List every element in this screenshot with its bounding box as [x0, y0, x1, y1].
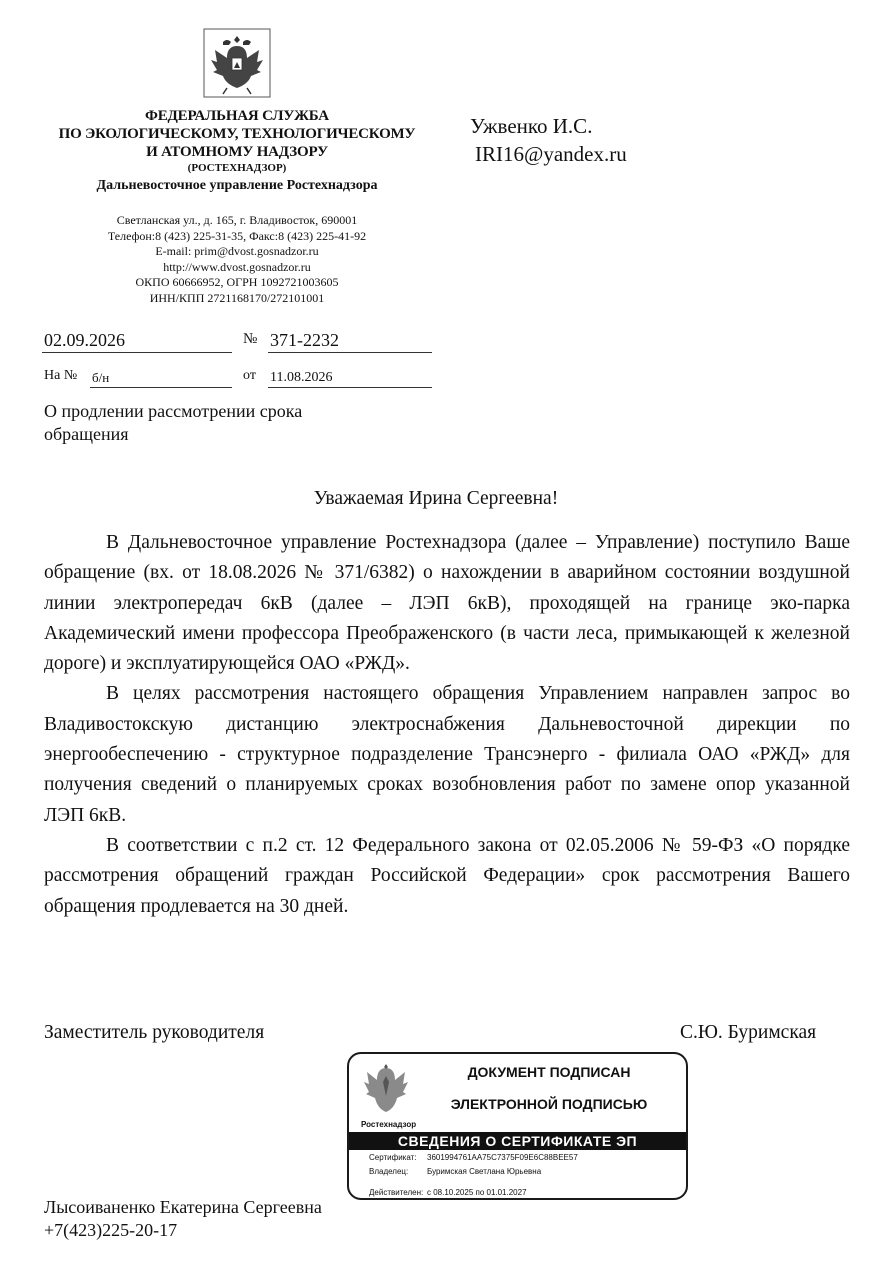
org-line-1: ФЕДЕРАЛЬНАЯ СЛУЖБА [145, 108, 329, 124]
owner-label: Владелец: [369, 1167, 409, 1176]
contact-address: Светланская ул., д. 165, г. Владивосток, 690001 [116, 213, 358, 227]
owner-value: Буримская Светлана Юрьевна [427, 1167, 542, 1176]
outgoing-number-field [268, 329, 432, 353]
executor-phone: +7(423)225-20-17 [44, 1220, 178, 1240]
ref-date-label: от [243, 368, 256, 383]
stamp-validity-row [369, 1188, 527, 1197]
outgoing-date-field [42, 329, 232, 353]
recipient-block [470, 112, 627, 168]
salutation: Уважаемая Ирина Сергеевна! [313, 488, 559, 509]
contact-okpo: ОКПО 60666952, ОГРН 1092721003605 [135, 275, 339, 290]
body-paragraph-1: В Дальневосточное управление Ростехнадзора (далее – Управление) поступило Ваше обращение (вх. от 18.08.2026 № 371/6382) о нахождении в аварийном состоянии воздушной линии электропередач 6кВ (далее – ЛЭП 6кВ), проходящей на границе эко-парка Академический имени профессора Преображенского (в части леса, примыкающей к железной дороге) и эксплуатирующейся ОАО «РЖД». [44, 532, 850, 675]
recipient-name: Ужвенко И.С. [470, 114, 593, 138]
org-line-3: И АТОМНОМУ НАДЗОРУ [146, 144, 328, 160]
ref-number-field [90, 366, 232, 388]
body-paragraph-3: В соответствии с п.2 ст. 12 Федерального закона от 02.05.2006 № 59-ФЗ «О порядке рассмотрения обращений граждан Российской Федерации» срок рассмотрения Вашего обращения продлевается на 30 дней. [44, 834, 850, 917]
validity-label: Действителен: [369, 1188, 424, 1197]
outgoing-date: 02.09.2026 [44, 330, 125, 350]
executor-block [44, 1196, 322, 1242]
ref-date-field [268, 366, 432, 388]
stamp-title-line-2: ЭЛЕКТРОННОЙ ПОДПИСЬЮ [450, 1096, 648, 1112]
stamp-title-line-1: ДОКУМЕНТ ПОДПИСАН [467, 1064, 631, 1080]
ref-number-label: На № [44, 368, 78, 383]
org-contacts [40, 213, 434, 307]
ref-number: б/н [92, 370, 110, 385]
signatory-role: Заместитель руководителя [44, 1022, 265, 1043]
recipient-email: IRI16@yandex.ru [475, 142, 627, 166]
body-paragraph-2: В целях рассмотрения настоящего обращения Управлением направлен запрос во Владивостокскую дистанцию электроснабжения Дальневосточной дирекции по энергообеспечению - структурное подразделение Трансэнерго - филиала ОАО «РЖД» для получения сведений о планируемых сроках возобновления работ по замене опор указанной ЛЭП 6кВ. [44, 683, 850, 826]
contact-website: http://www.dvost.gosnadzor.ru [163, 259, 311, 274]
certificate-value: 3601994761AA75C7375F09E6C88BEE57 [427, 1153, 578, 1162]
letter-subject: О продлении рассмотрении срока обращения [44, 401, 303, 444]
organization-name [40, 107, 434, 195]
contact-phone: Телефон:8 (423) 225-31-35, Факс:8 (423) 225-41-92 [107, 228, 367, 243]
number-label: № [243, 331, 258, 347]
stamp-owner-row [369, 1167, 541, 1176]
org-line-5: Дальневосточное управление Ростехнадзора [96, 178, 378, 193]
executor-name: Лысоиваненко Екатерина Сергеевна [44, 1197, 322, 1217]
org-line-4: (РОСТЕХНАДЗОР) [187, 162, 287, 174]
e-signature-stamp [347, 1052, 688, 1200]
validity-value: с 08.10.2025 по 01.01.2027 [427, 1188, 527, 1197]
stamp-logo-text: Ростехнадзор [361, 1120, 417, 1129]
coat-of-arms-emblem [203, 28, 271, 98]
certificate-label: Сертификат: [369, 1153, 417, 1162]
contact-email: E-mail: prim@dvost.gosnadzor.ru [155, 244, 319, 259]
rostekhnadzor-logo-icon [361, 1062, 411, 1122]
contact-inn: ИНН/КПП 2721168170/272101001 [149, 290, 325, 305]
letter-body [44, 528, 850, 922]
org-line-2: ПО ЭКОЛОГИЧЕСКОМУ, ТЕХНОЛОГИЧЕСКОМУ [58, 126, 416, 142]
signatory-name: С.Ю. Буримская [680, 1022, 817, 1043]
stamp-certificate-header: СВЕДЕНИЯ О СЕРТИФИКАТЕ ЭП [349, 1132, 686, 1150]
ref-date: 11.08.2026 [270, 370, 333, 385]
outgoing-number: 371-2232 [270, 330, 339, 350]
stamp-certificate-row [369, 1153, 578, 1162]
